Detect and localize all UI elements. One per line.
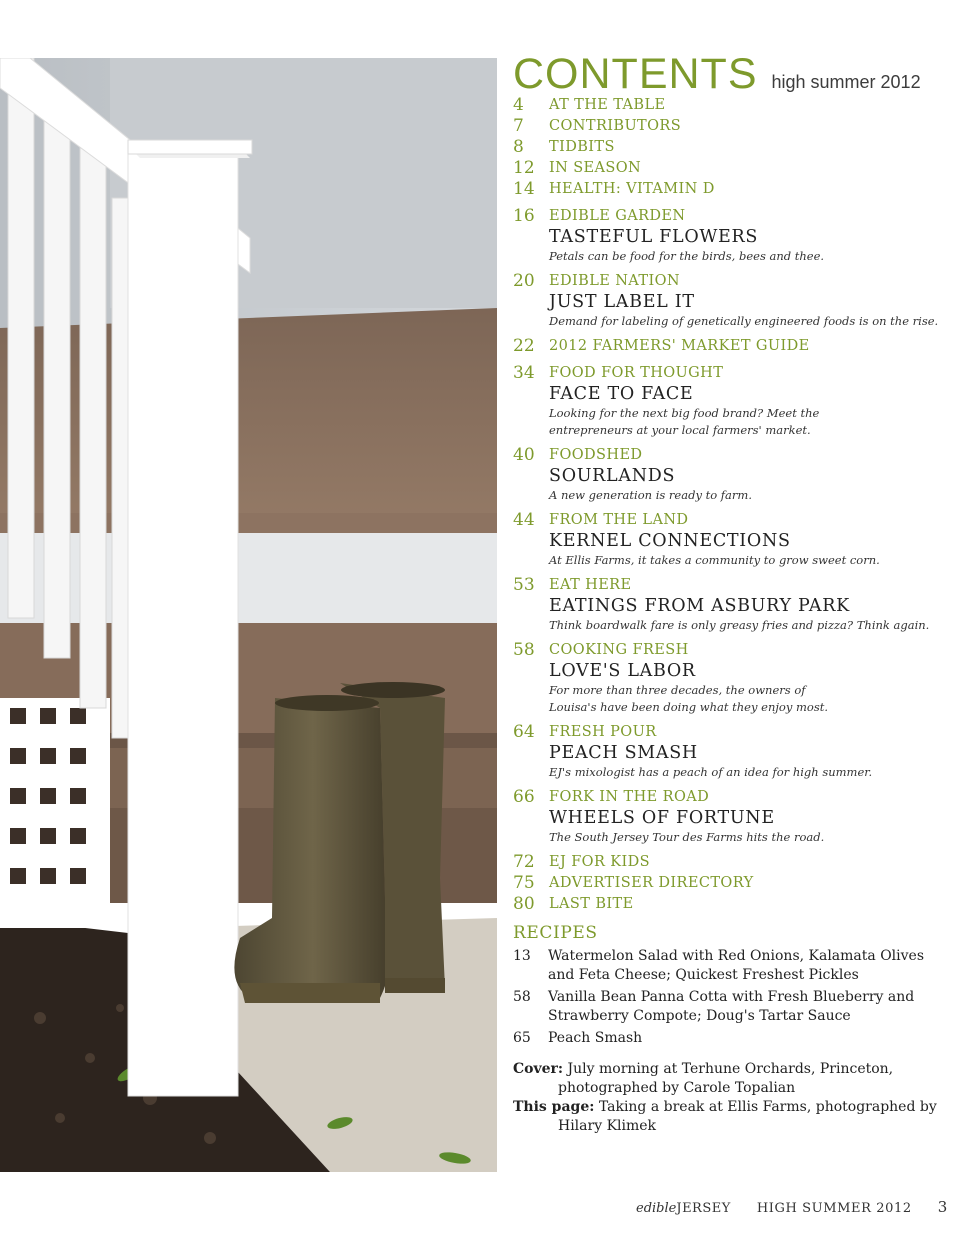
recipes-heading: RECIPES bbox=[513, 923, 598, 943]
page-footer bbox=[636, 1198, 946, 1216]
toc-entry[interactable] bbox=[513, 206, 953, 265]
recipe-item[interactable] bbox=[513, 1029, 953, 1048]
recipe-item[interactable] bbox=[513, 988, 953, 1026]
photo-credits bbox=[513, 1060, 953, 1136]
toc-headline: WHEELS OF FORTUNE bbox=[549, 808, 775, 828]
toc-entry[interactable] bbox=[513, 445, 953, 504]
contents-header bbox=[513, 52, 953, 96]
toc-headline: FACE TO FACE bbox=[549, 384, 694, 404]
toc-section: EDIBLE GARDEN bbox=[549, 208, 686, 224]
toc-deck: A new generation is ready to farm. bbox=[549, 488, 752, 502]
toc-deck: At Ellis Farms, it takes a community to grow sweet corn. bbox=[549, 553, 880, 567]
toc-page-number: 58 bbox=[513, 640, 535, 660]
recipe-page-number: 13 bbox=[513, 948, 531, 964]
toc-section: HEALTH: VITAMIN D bbox=[549, 181, 715, 197]
toc-deck: EJ's mixologist has a peach of an idea for high summer. bbox=[549, 765, 873, 779]
toc-section: TIDBITS bbox=[549, 139, 615, 155]
toc-section: EAT HERE bbox=[549, 577, 632, 593]
toc-page-number: 8 bbox=[513, 137, 524, 157]
toc-section: FORK IN THE ROAD bbox=[549, 789, 710, 805]
toc-section: FROM THE LAND bbox=[549, 512, 689, 528]
toc-section: IN SEASON bbox=[549, 160, 642, 176]
toc-entry[interactable] bbox=[513, 336, 953, 357]
toc-page-number: 20 bbox=[513, 271, 535, 291]
toc-headline: SOURLANDS bbox=[549, 466, 676, 486]
page-credit-text-1: Taking a break at Ellis Farms, photographed by bbox=[598, 1099, 937, 1115]
toc-page-number: 66 bbox=[513, 787, 535, 807]
toc-headline: LOVE'S LABOR bbox=[549, 661, 696, 681]
recipe-page-number: 58 bbox=[513, 989, 531, 1005]
contents-title: CONTENTS bbox=[513, 50, 758, 98]
toc-deck: The South Jersey Tour des Farms hits the road. bbox=[549, 830, 825, 844]
toc-entry[interactable] bbox=[513, 158, 953, 179]
toc-page-number: 64 bbox=[513, 722, 535, 742]
toc-entry[interactable] bbox=[513, 787, 953, 846]
toc-entry[interactable] bbox=[513, 722, 953, 781]
toc-page-number: 44 bbox=[513, 510, 535, 530]
cover-photo-boots-on-steps bbox=[0, 58, 497, 1172]
page-credit-label: This page: bbox=[513, 1099, 595, 1115]
issue-label: high summer 2012 bbox=[771, 72, 921, 92]
recipe-item[interactable] bbox=[513, 947, 953, 985]
toc-deck: Think boardwalk fare is only greasy fries and pizza? Think again. bbox=[549, 618, 930, 632]
page-credit bbox=[513, 1098, 953, 1136]
toc-section: 2012 FARMERS' MARKET GUIDE bbox=[549, 338, 810, 354]
toc-page-number: 40 bbox=[513, 445, 535, 465]
toc-entry[interactable] bbox=[513, 510, 953, 569]
toc-deck: Petals can be food for the birds, bees and thee. bbox=[549, 249, 825, 263]
toc-section: FOOD FOR THOUGHT bbox=[549, 365, 724, 381]
contents-entries bbox=[513, 95, 953, 915]
toc-section: LAST BITE bbox=[549, 896, 634, 912]
footer-brand-edible: edible bbox=[636, 1201, 677, 1216]
recipe-text: Vanilla Bean Panna Cotta with Fresh Blueberry and Strawberry Compote; Doug's Tartar Sauce bbox=[548, 989, 915, 1024]
toc-section: EDIBLE NATION bbox=[549, 273, 680, 289]
toc-page-number: 12 bbox=[513, 158, 535, 178]
footer-issue: HIGH SUMMER 2012 bbox=[756, 1201, 912, 1216]
toc-page-number: 14 bbox=[513, 179, 535, 199]
cover-credit-text-1: July morning at Terhune Orchards, Princeton, bbox=[567, 1061, 894, 1077]
toc-deck: Looking for the next big food brand? Meet the entrepreneurs at your local farmers' market. bbox=[549, 406, 820, 437]
toc-section: ADVERTISER DIRECTORY bbox=[549, 875, 754, 891]
toc-entry[interactable] bbox=[513, 575, 953, 634]
toc-section: CONTRIBUTORS bbox=[549, 118, 682, 134]
recipe-text: Peach Smash bbox=[548, 1030, 643, 1046]
toc-page-number: 72 bbox=[513, 852, 535, 872]
toc-page-number: 4 bbox=[513, 95, 524, 115]
cover-credit bbox=[513, 1060, 953, 1098]
toc-entry[interactable] bbox=[513, 852, 953, 873]
toc-deck: Demand for labeling of genetically engineered foods is on the rise. bbox=[549, 314, 939, 328]
table-of-contents bbox=[513, 52, 953, 1136]
recipe-text: Watermelon Salad with Red Onions, Kalamata Olives and Feta Cheese; Quickest Freshest Pickles bbox=[548, 948, 925, 983]
toc-page-number: 53 bbox=[513, 575, 535, 595]
cover-credit-label: Cover: bbox=[513, 1061, 564, 1077]
toc-entry[interactable] bbox=[513, 179, 953, 200]
toc-headline: JUST LABEL IT bbox=[549, 292, 695, 312]
toc-headline: EATINGS FROM ASBURY PARK bbox=[549, 596, 850, 616]
toc-headline: PEACH SMASH bbox=[549, 743, 698, 763]
toc-entry[interactable] bbox=[513, 894, 953, 915]
toc-page-number: 22 bbox=[513, 336, 535, 356]
footer-brand-jersey: JERSEY bbox=[676, 1201, 731, 1216]
toc-entry[interactable] bbox=[513, 271, 953, 330]
toc-page-number: 80 bbox=[513, 894, 535, 914]
recipe-page-number: 65 bbox=[513, 1030, 531, 1046]
toc-entry[interactable] bbox=[513, 95, 953, 116]
cover-credit-text-2: photographed by Carole Topalian bbox=[558, 1080, 796, 1096]
toc-section: AT THE TABLE bbox=[549, 97, 666, 113]
toc-entry[interactable] bbox=[513, 137, 953, 158]
toc-page-number: 7 bbox=[513, 116, 524, 136]
toc-page-number: 16 bbox=[513, 206, 535, 226]
toc-section: EJ FOR KIDS bbox=[549, 854, 651, 870]
toc-entry[interactable] bbox=[513, 640, 953, 716]
toc-headline: TASTEFUL FLOWERS bbox=[549, 227, 759, 247]
page-credit-text-2: Hilary Klimek bbox=[558, 1118, 657, 1134]
toc-page-number: 34 bbox=[513, 363, 535, 383]
toc-page-number: 75 bbox=[513, 873, 535, 893]
toc-entry[interactable] bbox=[513, 363, 953, 439]
toc-section: FRESH POUR bbox=[549, 724, 657, 740]
toc-deck: For more than three decades, the owners of Louisa's have been doing what they enjoy most. bbox=[549, 683, 828, 714]
toc-section: COOKING FRESH bbox=[549, 642, 689, 658]
toc-headline: KERNEL CONNECTIONS bbox=[549, 531, 791, 551]
toc-entry[interactable] bbox=[513, 873, 953, 894]
toc-entry[interactable] bbox=[513, 116, 953, 137]
toc-section: FOODSHED bbox=[549, 447, 643, 463]
page-number: 3 bbox=[937, 1198, 948, 1216]
